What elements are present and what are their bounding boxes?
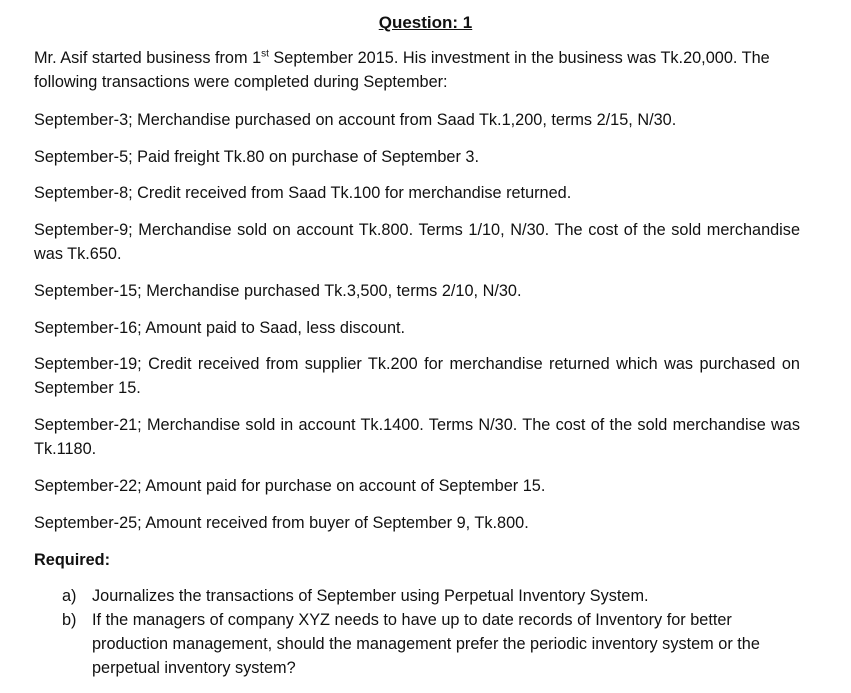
transaction-sep-19: September-19; Credit received from supplier Tk.200 for merchandise returned which was purchased on September 15. <box>34 355 800 397</box>
required-item-a <box>62 584 802 608</box>
intro-paragraph: Mr. Asif started business from 1st September 2015. His investment in the business was Tk.20,000. The following transactions were completed during September: <box>34 48 770 91</box>
list-item-text: Journalizes the transactions of September using Perpetual Inventory System. <box>92 587 649 605</box>
transaction-sep-15: September-15; Merchandise purchased Tk.3,500, terms 2/10, N/30. <box>34 282 522 300</box>
list-marker: a) <box>62 587 77 605</box>
transaction-sep-8: September-8; Credit received from Saad Tk.100 for merchandise returned. <box>34 184 572 202</box>
transaction-sep-25: September-25; Amount received from buyer of September 9, Tk.800. <box>34 514 529 532</box>
transaction-sep-22: September-22; Amount paid for purchase on account of September 15. <box>34 477 546 495</box>
transaction-sep-9: September-9; Merchandise sold on account Tk.800. Terms 1/10, N/30. The cost of the sold merchandise was Tk.650. <box>34 221 800 263</box>
transaction-sep-16: September-16; Amount paid to Saad, less discount. <box>34 319 406 337</box>
required-heading: Required: <box>34 551 110 569</box>
transaction-sep-3: September-3; Merchandise purchased on account from Saad Tk.1,200, terms 2/15, N/30. <box>34 111 677 129</box>
transaction-sep-5: September-5; Paid freight Tk.80 on purchase of September 3. <box>34 148 479 166</box>
question-title: Question: 1 <box>378 13 473 32</box>
transaction-sep-21: September-21; Merchandise sold in account Tk.1400. Terms N/30. The cost of the sold merchandise was Tk.1180. <box>34 416 800 458</box>
list-item-text: If the managers of company XYZ needs to have up to date records of Inventory for better production management, should the management prefer the periodic inventory system or the perpetual inventory system? <box>92 611 760 677</box>
required-item-b <box>62 608 802 680</box>
list-marker: b) <box>62 611 77 629</box>
